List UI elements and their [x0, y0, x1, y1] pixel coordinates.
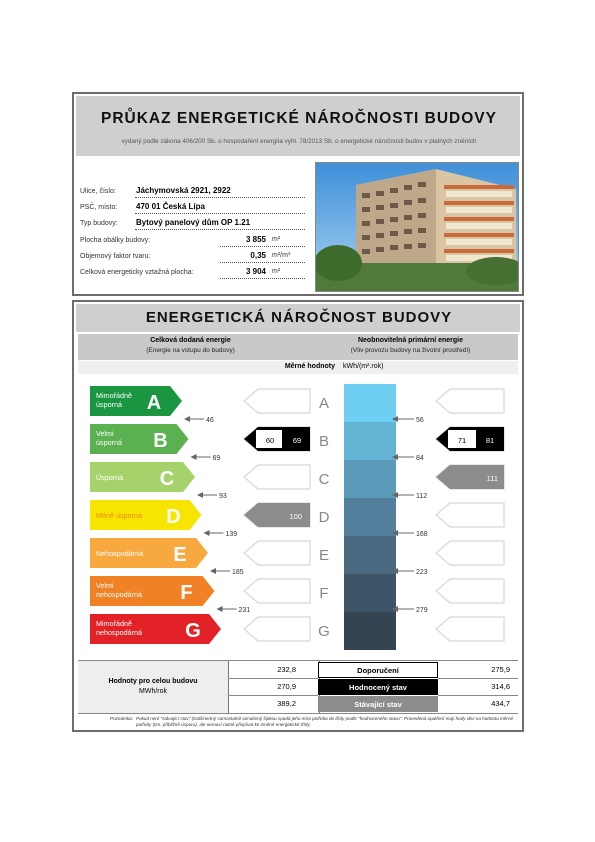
- right-marker-b-value2: 81: [485, 436, 495, 445]
- left-marker-b-value1: 60: [265, 436, 275, 445]
- summary-l1: 232,8: [277, 665, 296, 674]
- class-label-g: Mimořádně: [96, 619, 132, 628]
- left-threshold-value-0: 46: [206, 417, 214, 424]
- right-marker-b-value1: 71: [457, 436, 467, 445]
- right-arrow-outline-a: [436, 389, 504, 413]
- summary-doporuceni: Doporučení: [357, 666, 399, 675]
- right-threshold-value-0: 56: [416, 417, 424, 424]
- floor-label: Celková energeticky vztažná plocha:: [80, 269, 194, 276]
- summary-stavajici: Stávající stav: [354, 700, 402, 709]
- class-letter-d: D: [166, 506, 181, 528]
- class-label-b: Velmi: [96, 429, 114, 438]
- right-arrow-outline-d: [436, 503, 504, 527]
- page-title: PRŮKAZ ENERGETICKÉ NÁROČNOSTI BUDOVY: [101, 110, 497, 127]
- left-threshold-value-3: 139: [225, 531, 238, 538]
- col2-title: Neobnovitelná primární energie: [357, 337, 464, 344]
- summary-table: [78, 660, 518, 713]
- floor-value: 3 904: [245, 267, 266, 276]
- left-threshold-arrow-5: [217, 606, 223, 612]
- scale-letter-f: F: [319, 585, 329, 602]
- left-marker-d-value: 100: [289, 512, 302, 521]
- summary-label: Hodnoty pro celou budovu: [108, 678, 198, 685]
- class-label2-a: úsporná: [96, 400, 122, 409]
- left-threshold-value-4: 185: [232, 569, 244, 576]
- floor-unit: m²: [272, 268, 281, 275]
- note-label: Poznámka:: [110, 716, 133, 721]
- class-label2-f: nehospodárná: [96, 590, 142, 599]
- class-letter-f: F: [180, 582, 193, 604]
- type-label: Typ budovy:: [80, 220, 118, 227]
- class-letter-b: B: [153, 430, 168, 452]
- right-arrow-outline-f: [436, 579, 504, 603]
- street-value: Jáchymovská 2921, 2922: [136, 186, 231, 195]
- summary-r1: 275,9: [491, 665, 510, 674]
- class-label-d: Méně úsporná: [96, 511, 142, 520]
- class-label-a: Mimořádně: [96, 391, 132, 400]
- type-value: Bytový panelový dům OP 1.21: [136, 218, 251, 227]
- summary-hodnoceny: Hodnocený stav: [349, 683, 407, 692]
- left-threshold-value-1: 69: [212, 455, 221, 462]
- primary-energy-band-d: [344, 498, 396, 536]
- right-threshold-value-4: 223: [416, 569, 428, 576]
- right-threshold-value-1: 84: [416, 455, 424, 462]
- primary-energy-band-g: [344, 612, 396, 650]
- street-label: Ulice, číslo:: [80, 188, 116, 195]
- col1-sub: (Energie na vstupu do budovy): [146, 347, 235, 354]
- class-letter-a: A: [146, 392, 162, 414]
- primary-energy-band-a: [344, 384, 396, 422]
- factor-label: Objemový faktor tvaru:: [80, 253, 151, 260]
- scale-letter-e: E: [318, 547, 330, 564]
- left-arrow-outline-g: [244, 617, 310, 641]
- left-threshold-value-2: 93: [219, 493, 227, 500]
- left-marker-b-value2: 69: [292, 436, 302, 445]
- left-arrow-outline-e: [244, 541, 310, 565]
- right-marker-c-value: 111: [486, 474, 498, 483]
- summary-unit: MWh/rok: [139, 688, 167, 695]
- class-letter-g: G: [185, 620, 201, 642]
- area-label: Plocha obálky budovy:: [80, 237, 151, 244]
- primary-energy-band-f: [344, 574, 396, 612]
- area-unit: m²: [272, 236, 281, 243]
- zip-value: 470 01 Česká Lípa: [136, 202, 205, 211]
- zip-label: PSČ, místo:: [80, 204, 118, 211]
- scale-letter-g: G: [318, 623, 330, 640]
- class-label-f: Velmi: [96, 581, 114, 590]
- primary-energy-band-c: [344, 460, 396, 498]
- right-threshold-value-3: 168: [416, 531, 428, 538]
- scale-letter-c: C: [318, 471, 330, 488]
- right-arrow-outline-g: [436, 617, 504, 641]
- class-label2-b: úsporná: [96, 438, 122, 447]
- right-arrow-outline-e: [436, 541, 504, 565]
- class-letter-e: E: [173, 544, 187, 566]
- left-threshold-arrow-0: [184, 416, 190, 422]
- summary-r3: 434,7: [491, 699, 510, 708]
- left-threshold-arrow-3: [204, 530, 210, 536]
- page-subtitle: vydaný podle zákona 406/200 Sb. o hospodaření energiía vyhl. 78/2013 Sb. o energetické náročnosti budov v platných zněních: [121, 138, 477, 145]
- class-letter-c: C: [159, 468, 175, 490]
- factor-value: 0,35: [250, 251, 266, 260]
- class-label-e: Nehospodárná: [96, 549, 144, 558]
- left-arrow-outline-c: [244, 465, 310, 489]
- energy-scale: [78, 376, 518, 661]
- note-text: Pokud není "stávající stav" (Dalšinertný samostatně označený šipkou spadá jeho míra potřeba do třídy podle "hodnoceného stavu". Provedená opatření mají hody vlivi na hodnotu měrné potřeby (tzn. přibližně úsporu), ale nemusí nutně přispívat ke změně energetické třídy.: [136, 716, 514, 727]
- class-label-c: Úsporná: [96, 473, 124, 482]
- scale-letter-d: D: [318, 509, 330, 526]
- note-box: [78, 713, 518, 731]
- building-photo: [315, 162, 519, 292]
- scale-letter-a: A: [318, 395, 330, 412]
- class-label2-g: nehospodárná: [96, 628, 142, 637]
- area-value: 3 855: [245, 235, 266, 244]
- left-threshold-value-5: 231: [238, 607, 251, 614]
- left-threshold-arrow-4: [210, 568, 216, 574]
- unit-label: kWh/(m².rok): [343, 363, 384, 370]
- factor-unit: m²/m³: [272, 252, 291, 259]
- left-arrow-outline-f: [244, 579, 310, 603]
- scale-letter-b: B: [318, 433, 330, 450]
- primary-energy-band-b: [344, 422, 396, 460]
- building-info: [80, 160, 310, 290]
- summary-l3: 389,2: [277, 699, 296, 708]
- summary-r2: 314,6: [491, 682, 510, 691]
- col1-title: Celková dodaná energie: [150, 337, 231, 344]
- merne-label: Měrné hodnoty: [284, 363, 335, 370]
- left-arrow-outline-a: [244, 389, 310, 413]
- left-threshold-arrow-1: [191, 454, 197, 460]
- primary-energy-band-e: [344, 536, 396, 574]
- left-threshold-arrow-2: [197, 492, 203, 498]
- right-threshold-value-5: 279: [416, 607, 428, 614]
- col2-sub: (Vliv provozu budovy na životní prostředí): [350, 347, 471, 354]
- summary-l2: 270,9: [277, 682, 296, 691]
- section-title: ENERGETICKÁ NÁROČNOST BUDOVY: [145, 309, 453, 326]
- right-threshold-value-2: 112: [416, 493, 428, 500]
